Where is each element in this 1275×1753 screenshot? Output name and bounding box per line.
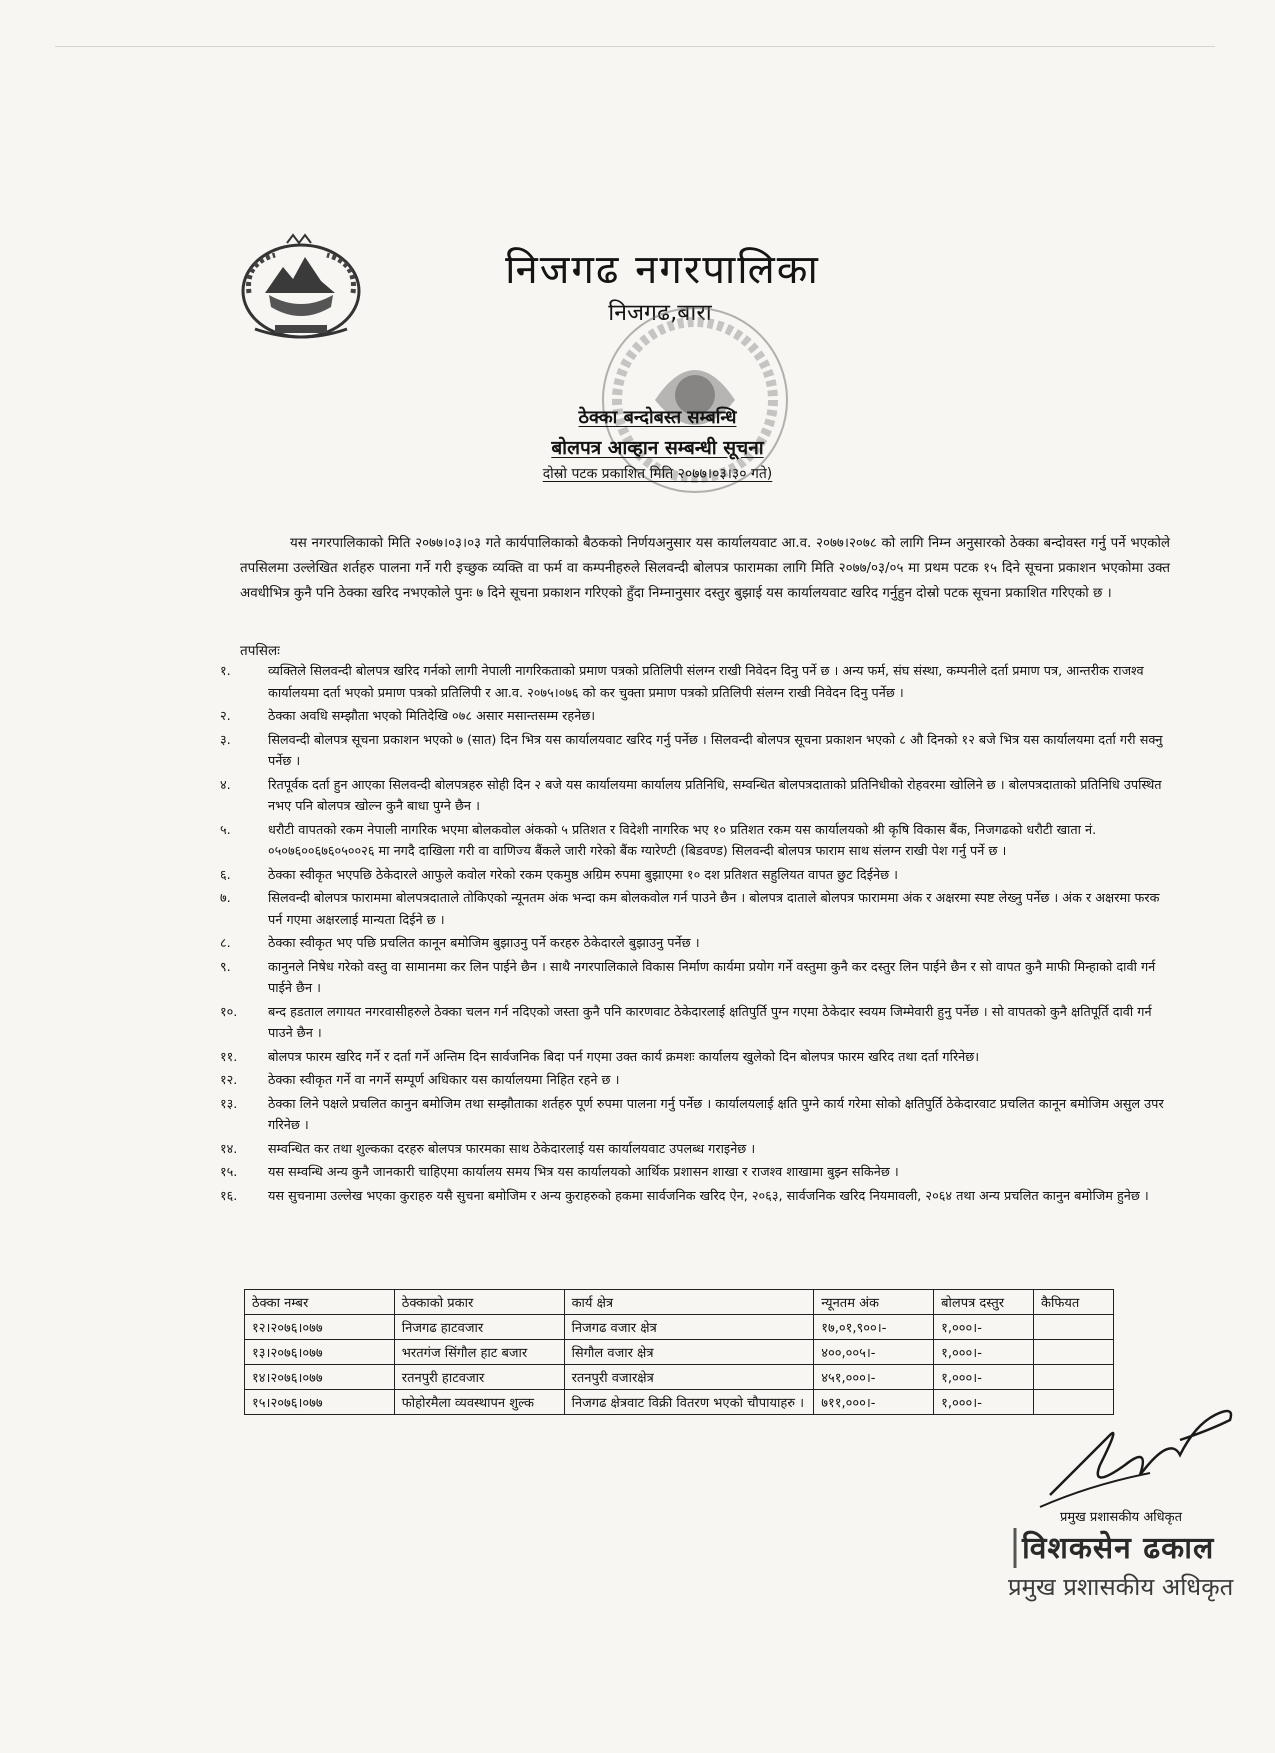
condition-item <box>220 957 1175 1000</box>
condition-text: सिलवन्दी बोलपत्र फाराममा बोलपत्रदाताले तोकिएको न्यूनतम अंक भन्दा कम बोलकवोल गर्न पाउने छैन । बोलपत्र दाताले बोलपत्र फाराममा अंक र अक्षरमा स्पष्ट लेख्नु पर्नेछ । अंक र अक्षरमा फरक पर्न गएमा अक्षरलाई मान्यता दिईने छ । <box>268 891 1160 928</box>
condition-text: ठेक्का स्वीकृत गर्ने वा नगर्ने सम्पूर्ण अधिकार यस कार्यालयमा निहित रहने छ । <box>268 1073 620 1088</box>
condition-number: १४. <box>220 1141 238 1157</box>
condition-item <box>220 1070 1175 1092</box>
condition-item <box>220 1047 1175 1069</box>
cell-bid-fee: १,०००।- <box>934 1365 1034 1390</box>
cell-contract-number: १३।२०७६।०७७ <box>245 1340 395 1365</box>
cell-work-area: निजगढ क्षेत्रवाट विक्री वितरण भएको चौपायाहरु । <box>564 1390 814 1415</box>
condition-number: २. <box>220 709 231 724</box>
condition-text: यस सुचनामा उल्लेख भएका कुराहरु यसै सुचना बमोजिम र अन्य कुराहरुको हकमा सार्वजनिक खरिद ऐन, २०६३, सार्वजनिक खरिद नियमावली, २०६४ तथा अन्य प्रचलित कानुन बमोजिम हुनेछ । <box>268 1188 1149 1204</box>
condition-text: कानुनले निषेध गरेको वस्तु वा सामानमा कर लिन पाईने छैन । साथै नगरपालिकाले विकास निर्माण कार्यमा प्रयोग गर्ने वस्तुमा कुनै कर दस्तुर लिन पाईने छैन र सो वापत कुनै माफी मिन्हाको दावी गर्न पाईने छैन । <box>268 959 1156 996</box>
cell-contract-type: निजगढ हाटवजार <box>394 1315 564 1340</box>
condition-text: रितपूर्वक दर्ता हुन आएका सिलवन्दी बोलपत्रहरु सोही दिन २ बजे यस कार्यालयमा कार्यालय प्रतिनिधि, सम्वन्धित बोलपत्रदाताको प्रतिनिधीको रोहवरमा खोलिने छ । बोलपत्रदाताको प्रतिनिधि उपस्थित नभए पनि बोलपत्र खोल्न कुनै बाधा पुग्ने छैन । <box>268 777 1162 814</box>
condition-number: ३. <box>220 732 231 748</box>
condition-item <box>220 820 1175 863</box>
condition-number: ५. <box>220 822 231 838</box>
cell-contract-number: १४।२०७६।०७७ <box>245 1365 395 1390</box>
condition-item <box>220 730 1175 773</box>
notice-title-line1 <box>0 405 1275 429</box>
cell-bid-fee: १,०००।- <box>934 1340 1034 1365</box>
condition-item <box>220 706 1175 728</box>
table-row <box>245 1390 1114 1415</box>
cell-contract-number: १२।२०७६।०७७ <box>245 1315 395 1340</box>
header-bid-fee: बोलपत्र दस्तुर <box>934 1290 1034 1315</box>
cell-minimum-amount: ४५१,०००।- <box>814 1365 934 1390</box>
condition-item <box>220 661 1175 704</box>
condition-number: ८. <box>220 936 231 951</box>
organization-address: निजगढ,बारा <box>608 300 712 326</box>
header-remarks: कैफियत <box>1034 1290 1114 1315</box>
cell-bid-fee: १,०००।- <box>934 1315 1034 1340</box>
condition-item <box>220 1139 1175 1161</box>
notice-title-line2-text: बोलपत्र आव्हान सम्बन्धी सूचना <box>551 437 764 459</box>
cell-contract-type: भरतगंज सिंगौल हाट बजार <box>394 1340 564 1365</box>
signature-icon <box>1030 1395 1245 1515</box>
header-contract-number: ठेक्का नम्बर <box>245 1290 395 1315</box>
table-row <box>245 1365 1114 1390</box>
condition-number: १५. <box>220 1165 238 1180</box>
condition-number: १६. <box>220 1188 238 1204</box>
condition-number: १२. <box>220 1073 238 1088</box>
condition-number: १०. <box>220 1004 238 1020</box>
cell-remarks <box>1034 1315 1114 1340</box>
publish-date-text: दोस्रो पटक प्रकाशित मिति २०७७।०३।३० गते) <box>542 466 773 482</box>
condition-item <box>220 1094 1175 1137</box>
condition-number: ९. <box>220 959 231 975</box>
condition-text: सम्वन्धित कर तथा शुल्कका दरहरु बोलपत्र फारमका साथ ठेकेदारलाई यस कार्यालयवाट उपलब्ध गराइनेछ । <box>268 1141 756 1157</box>
stamp-officer-title: प्रमुख प्रशासकीय अधिकृत <box>1008 1573 1234 1601</box>
contract-table <box>244 1289 1114 1415</box>
condition-text: व्यक्तिले सिलवन्दी बोलपत्र खरिद गर्नको लागी नेपाली नागरिकताको प्रमाण पत्रको प्रतिलिपी संलग्न राखी निवेदन दिनु पर्ने छ । अन्य फर्म, संघ संस्था, कम्पनीले दर्ता प्रमाण पत्र, आन्तरीक राजश्व कार्यालयमा दर्ता भएको प्रमाण पत्रको प्रतिलिपी र आ.व. २०७५।०७६ को कर चुक्ता प्रमाण पत्रको प्रतिलिपी संलग्न राखी निवेदन दिनु पर्नेछ । <box>268 664 1144 701</box>
publish-date-line <box>0 464 1275 483</box>
notice-title-line2 <box>0 434 1275 460</box>
cell-minimum-amount: १७,०१,९००।- <box>814 1315 934 1340</box>
header-work-area: कार्य क्षेत्र <box>564 1290 814 1315</box>
top-edge-line <box>55 46 1215 47</box>
condition-text: बोलपत्र फारम खरिद गर्ने र दर्ता गर्ने अन्तिम दिन सार्वजनिक बिदा पर्न गएमा उक्त कार्य क्रमशः कार्यालय खुलेको दिन बोलपत्र फारम खरिद तथा दर्ता गरिनेछ। <box>268 1049 980 1065</box>
stamp-officer-name: विशकसेन ढकाल <box>1022 1531 1215 1566</box>
cell-contract-type: फोहोरमैला व्यवस्थापन शुल्क <box>394 1390 564 1415</box>
table-row <box>245 1340 1114 1365</box>
condition-item <box>220 888 1175 931</box>
condition-number: ६. <box>220 867 231 883</box>
condition-text: बन्द हडताल लगायत नगरवासीहरुले ठेक्का चलन गर्न नदिएको जस्ता कुनै पनि कारणवाट ठेकेदारलाई क्षतिपुर्ति पुग्न गएमा ठेकेदार स्वयम जिम्मेवारी हुनु पर्नेछ । सो वापतको कुनै क्षतिपूर्ति दावी गर्न पाउने छैन । <box>268 1004 1152 1041</box>
condition-text: ठेक्का स्वीकृत भएपछि ठेकेदारले आफुले कवोल गरेको रकम एकमुष्ठ अग्रिम रुपमा बुझाएमा १० दश प्रतिशत सहुलियत वापत छुट दिईनेछ । <box>268 867 898 883</box>
signatory-title: प्रमुख प्रशासकीय अधिकृत <box>1060 1510 1183 1525</box>
conditions-list <box>220 661 1175 1209</box>
organization-name: निजगढ नगरपालिका <box>505 247 820 293</box>
condition-text: ठेक्का अवधि सम्झौता भएको मितिदेखि ०७८ असार मसान्तसम्म रहनेछ। <box>268 709 596 724</box>
cell-contract-type: रतनपुरी हाटवजार <box>394 1365 564 1390</box>
condition-item <box>220 1002 1175 1045</box>
table-header-row <box>245 1290 1114 1315</box>
condition-number: १३. <box>220 1096 238 1112</box>
condition-text: धरौटी वापतको रकम नेपाली नागरिक भएमा बोलकवोल अंकको ५ प्रतिशत र विदेशी नागरिक भए १० प्रतिशत रकम यस कार्यालयको श्री कृषि विकास बैंक, निजगढको धरौटी खाता नं. ०५०७६००६७६०५००२६ मा नगदै दाखिला गरी वा वाणिज्य बैंकले जारी गरेको बैंक ग्यारेण्टी (बिडवण्ड) सिलवन्दी बोलपत्र फाराम साथ संलग्न राखी पेश गर्नु पर्ने छ । <box>268 822 1097 859</box>
notice-title-line1-text: ठेक्का बन्दोबस्त सम्बन्धि <box>578 407 737 428</box>
condition-number: ७. <box>220 891 231 906</box>
condition-number: ११. <box>220 1049 238 1065</box>
header-contract-type: ठेक्काको प्रकार <box>394 1290 564 1315</box>
cell-work-area: रतनपुरी वजारक्षेत्र <box>564 1365 814 1390</box>
condition-item <box>220 1162 1175 1184</box>
condition-number: ४. <box>220 777 231 793</box>
cell-minimum-amount: ७११,०००।- <box>814 1390 934 1415</box>
cell-contract-number: १५।२०७६।०७७ <box>245 1390 395 1415</box>
condition-text: सिलवन्दी बोलपत्र सूचना प्रकाशन भएको ७ (सात) दिन भित्र यस कार्यालयवाट खरिद गर्नु पर्नेछ । सिलवन्दी बोलपत्र सूचना प्रकाशन भएको ८ औ दिनको १२ बजे भित्र यस कार्यालयमा दर्ता गरी सक्नु पर्नेछ । <box>268 732 1163 769</box>
cell-work-area: सिगौल वजार क्षेत्र <box>564 1340 814 1365</box>
cell-work-area: निजगढ वजार क्षेत्र <box>564 1315 814 1340</box>
condition-number: १. <box>220 664 231 679</box>
condition-text: यस सम्वन्धि अन्य कुनै जानकारी चाहिएमा कार्यालय समय भित्र यस कार्यालयको आर्थिक प्रशासन शाखा र राजश्व शाखामा बुझ्न सकिनेछ । <box>268 1165 899 1180</box>
condition-item <box>220 933 1175 955</box>
cell-bid-fee: १,०००।- <box>934 1390 1034 1415</box>
details-heading: तपसिलः <box>240 643 280 659</box>
cell-remarks <box>1034 1365 1114 1390</box>
intro-paragraph: यस नगरपालिकाको मिति २०७७।०३।०३ गते कार्यपालिकाको बैठकको निर्णयअनुसार यस कार्यालयवाट आ.व. २०७७।२०७८ को लागि निम्न अनुसारको ठेक्का बन्दोवस्त गर्नु पर्ने भएकोले तपसिलमा उल्लेखित शर्तहरु पालना गर्ने गरी इच्छुक व्यक्ति वा फर्म वा कम्पनीहरुले सिलवन्दी बोलपत्र फारामका लागि मिति २०७७/०३/०५ मा प्रथम पटक १५ दिने सूचना प्रकाशन भएकोमा उक्त अवधीभित्र कुनै पनि ठेक्का खरिद नभएकोले पुनः ७ दिने सूचना प्रकाशन गरिएको हुँदा निम्नानुसार दस्तुर बुझाई यस कार्यालयवाट खरिद गर्नुहुन दोस्रो पटक सूचना प्रकाशित गरिएको छ । <box>240 536 1170 601</box>
condition-text: ठेक्का स्वीकृत भए पछि प्रचलित कानून बमोजिम बुझाउनु पर्ने करहरु ठेकेदारले बुझाउनु पर्नेछ । <box>268 936 700 951</box>
condition-item <box>220 775 1175 818</box>
condition-text: ठेक्का लिने पक्षले प्रचलित कानुन बमोजिम तथा सम्झौताका शर्तहरु पूर्ण रुपमा पालना गर्नु पर्नेछ । कार्यालयलाई क्षति पुग्ने कार्य गरेमा सोको क्षतिपुर्ति ठेकेदारवाट प्रचलित कानून बमोजिम असुल उपर गरिनेछ । <box>268 1096 1164 1133</box>
condition-item <box>220 1186 1175 1208</box>
cell-remarks <box>1034 1340 1114 1365</box>
condition-item <box>220 865 1175 887</box>
cell-minimum-amount: ४००,००५।- <box>814 1340 934 1365</box>
header-minimum-amount: न्यूनतम अंक <box>814 1290 934 1315</box>
table-row <box>245 1315 1114 1340</box>
